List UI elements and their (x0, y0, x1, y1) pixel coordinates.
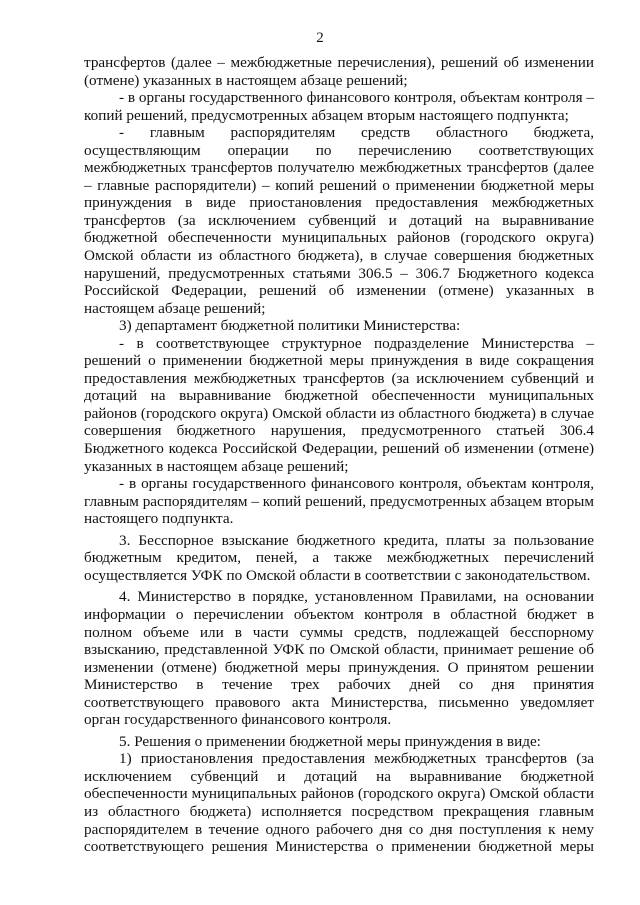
document-body (84, 54, 594, 856)
paragraph: - в органы государственного финансового контроля, объектам контроля – копий решений, предусмотренных абзацем вторым настоящего подпункта; (84, 89, 594, 124)
paragraph: трансфертов (далее – межбюджетные перечисления), решений об изменении (отмене) указанных в настоящем абзаце решений; (84, 54, 594, 89)
page-number: 2 (316, 30, 324, 46)
paragraph: 3) департамент бюджетной политики Министерства: (119, 317, 461, 335)
paragraph: 4. Министерство в порядке, установленном Правилами, на основании информации о перечислении объектом контроля в областной бюджет в полном объеме или в части суммы средств, подлежащей бесспорному взысканию, представленной УФК по Омской области, принимает решение об изменении (отмене) бюджетной меры принуждения. О принятом решении Министерство в течение трех рабочих дней со дня принятия соответствующего правового акта Министерства, письменно уведомляет орган государственного финансового контроля. (84, 588, 594, 729)
paragraph: - в органы государственного финансового контроля, объектам контроля, главным распорядителям – копий решений, предусмотренных абзацем вторым настоящего подпункта. (84, 475, 594, 528)
paragraph: - главным распорядителям средств областного бюджета, осуществляющим операции по перечислению соответствующих межбюджетных трансфертов получателю межбюджетных трансфертов (далее – главные распорядители) – копий решений о применении бюджетной меры принуждения в виде приостановления предоставления межбюджетных трансфертов (за исключением субвенций и дотаций на выравнивание бюджетной обеспеченности муниципальных районов (городского округа) Омской области из областного бюджета), в случае совершения бюджетных нарушений, предусмотренных статьями 306.5 – 306.7 Бюджетного кодекса Российской Федерации, решений об изменении (отмене) указанных в настоящем абзаце решений; (84, 124, 594, 317)
paragraph: 5. Решения о применении бюджетной меры принуждения в виде: (119, 732, 541, 750)
paragraph: 1) приостановления предоставления межбюджетных трансфертов (за исключением субвенций и дотаций на выравнивание бюджетной обеспеченности муниципальных районов (городского округа) Омской области из областного бюджета) исполняется посредством прекращения главным распорядителем в течение одного рабочего дня со дня поступления к нему соответствующего решения Министерства о применении бюджетной меры (84, 750, 594, 856)
paragraph: - в соответствующее структурное подразделение Министерства – решений о применении бюджетной меры принуждения в виде сокращения предоставления межбюджетных трансфертов (за исключением субвенций и дотаций на выравнивание бюджетной обеспеченности муниципальных районов (городского округа) Омской области из областного бюджета) в случае совершения бюджетного нарушения, предусмотренного статьей 306.4 Бюджетного кодекса Российской Федерации, решений об изменении (отмене) указанных в настоящем абзаце решений; (84, 334, 594, 475)
paragraph: 3. Бесспорное взыскание бюджетного кредита, платы за пользование бюджетным кредитом, пеней, а также межбюджетных перечислений осуществляется УФК по Омской области в соответствии с законодательством. (84, 531, 594, 584)
